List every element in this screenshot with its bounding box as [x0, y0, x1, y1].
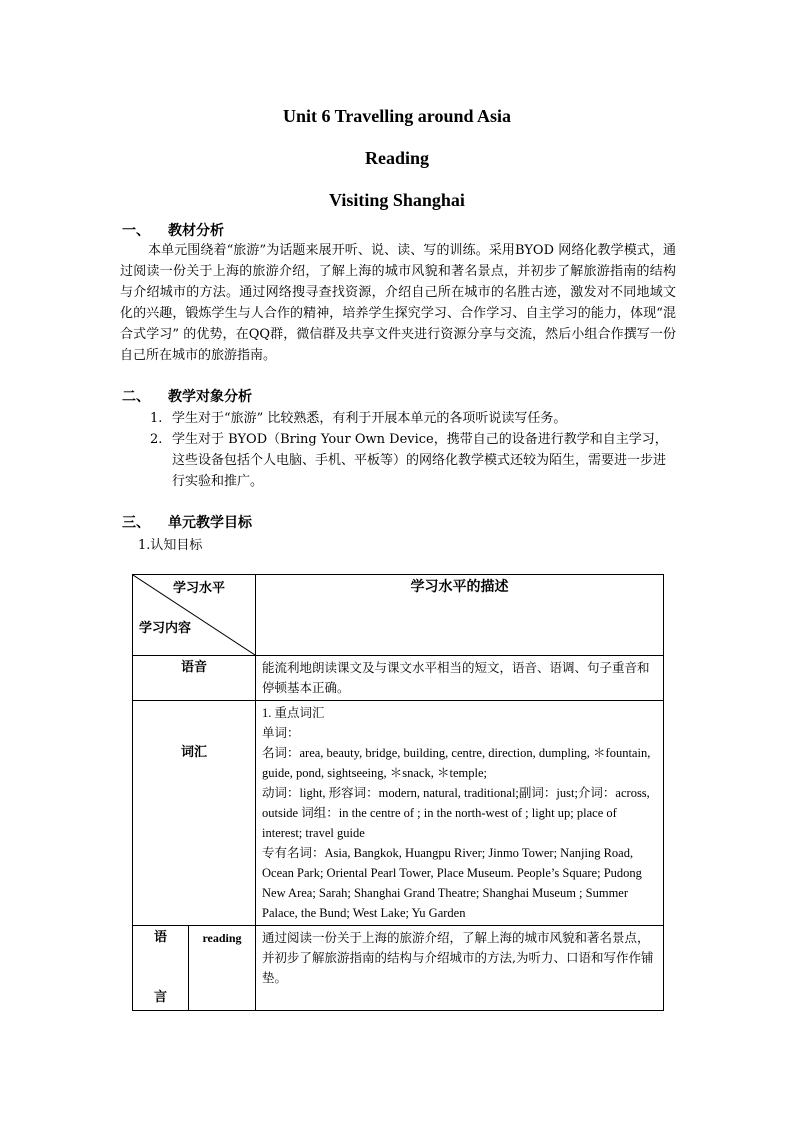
vocab-line: 1. 重点词汇 [262, 706, 325, 720]
header-content-label: 学习内容 [139, 621, 192, 636]
vocab-line: 专有名词：Asia, Bangkok, Huangpu River; Jinmo Tower; Nanjing Road, Ocean Park; Oriental Pearl Tower, Place Museum. People’s Square; Pudong New Area; Sarah; Shanghai Grand Theatre; Shanghai Museum ; Summer Palace, the Bund; West Lake; Yu Garden [262, 846, 642, 920]
row-label-pronunciation: 语音 [133, 656, 256, 701]
table-row [133, 926, 664, 1011]
list-item [150, 408, 676, 429]
section-title-text: 教学对象分析 [168, 389, 252, 405]
list-number: 1. [150, 411, 163, 426]
language-label-bottom: 言 [153, 990, 167, 1005]
table-row [133, 701, 664, 926]
section-number: 二、 [122, 389, 150, 405]
header-description: 学习水平的描述 [256, 575, 664, 656]
vocab-line: 动词：light, 形容词：modern, natural, traditional;副词：just;介词：across, outside 词组：in the centre of ; in the north-west of ; light up; place of interest; travel guide [262, 786, 650, 840]
unit-title: Unit 6 Travelling around Asia [282, 106, 512, 126]
section-title-text: 教材分析 [168, 223, 224, 239]
table-header-row [133, 575, 664, 656]
cognitive-goal-label: 1.认知目标 [138, 538, 203, 553]
row-desc-pronunciation: 能流利地朗读课文及与课文水平相当的短文，语音、语调、句子重音和停顿基本正确。 [256, 656, 664, 701]
list-item [150, 429, 676, 492]
row-desc-reading: 通过阅读一份关于上海的旅游介绍，了解上海的城市风貌和著名景点，并初步了解旅游指南的结构与介绍城市的方法,为听力、口语和写作作铺垫。 [256, 926, 664, 1011]
row-desc-vocab [256, 701, 664, 926]
table-diagonal-header [133, 575, 256, 656]
header-level-label: 学习水平 [173, 581, 226, 596]
row-label-language [133, 926, 189, 1011]
list-number: 2. [150, 432, 163, 447]
textbook-analysis-paragraph: 本单元围绕着“旅游”为话题来展开听、说、读、写的训练。采用BYOD 网络化教学模式，通过阅读一份关于上海的旅游介绍，了解上海的城市风貌和著名景点，并初步了解旅游指南的结构与介绍城市的方法。通过网络搜寻查找资源，介绍自己所在城市的名胜古迹，激发对不同地域文化的兴趣，锻炼学生与人合作的精神，培养学生探究学习、合作学习、自主学习的能力，体现“混合式学习” 的优势，在QQ群，微信群及共享文件夹进行资源分享与交流，然后小组合作撰写一份自己所在城市的旅游指南。 [120, 243, 676, 363]
language-label-top: 语 [153, 930, 167, 945]
vocab-line: 单词： [262, 726, 300, 740]
section-heading-learners [122, 386, 252, 406]
list-text: 学生对于“旅游” 比较熟悉，有利于开展本单元的各项听说读写任务。 [172, 411, 567, 426]
table-row [133, 656, 664, 701]
row-sub-reading: reading [189, 926, 256, 1011]
list-text: 学生对于 BYOD（Bring Your Own Device，携带自己的设备进行教学和自主学习，这些设备包括个人电脑、手机、平板等）的网络化教学模式还较为陌生，需要进一步进行实验和推广。 [172, 432, 668, 489]
section-heading-textbook [122, 220, 224, 240]
section-heading-goals [122, 512, 252, 532]
lesson-title: Visiting Shanghai [329, 190, 465, 210]
section-number: 一、 [122, 223, 150, 239]
section-title-text: 单元教学目标 [168, 515, 252, 531]
section-title: Reading [364, 148, 429, 168]
row-label-vocab: 词汇 [133, 701, 256, 926]
learner-analysis-list [150, 408, 676, 492]
objectives-table [132, 574, 664, 1011]
vocab-line: 名词：area, beauty, bridge, building, centre, direction, dumpling, ＊fountain, guide, pond, sightseeing, ＊snack, ＊temple; [262, 746, 651, 780]
section-number: 三、 [122, 515, 150, 531]
